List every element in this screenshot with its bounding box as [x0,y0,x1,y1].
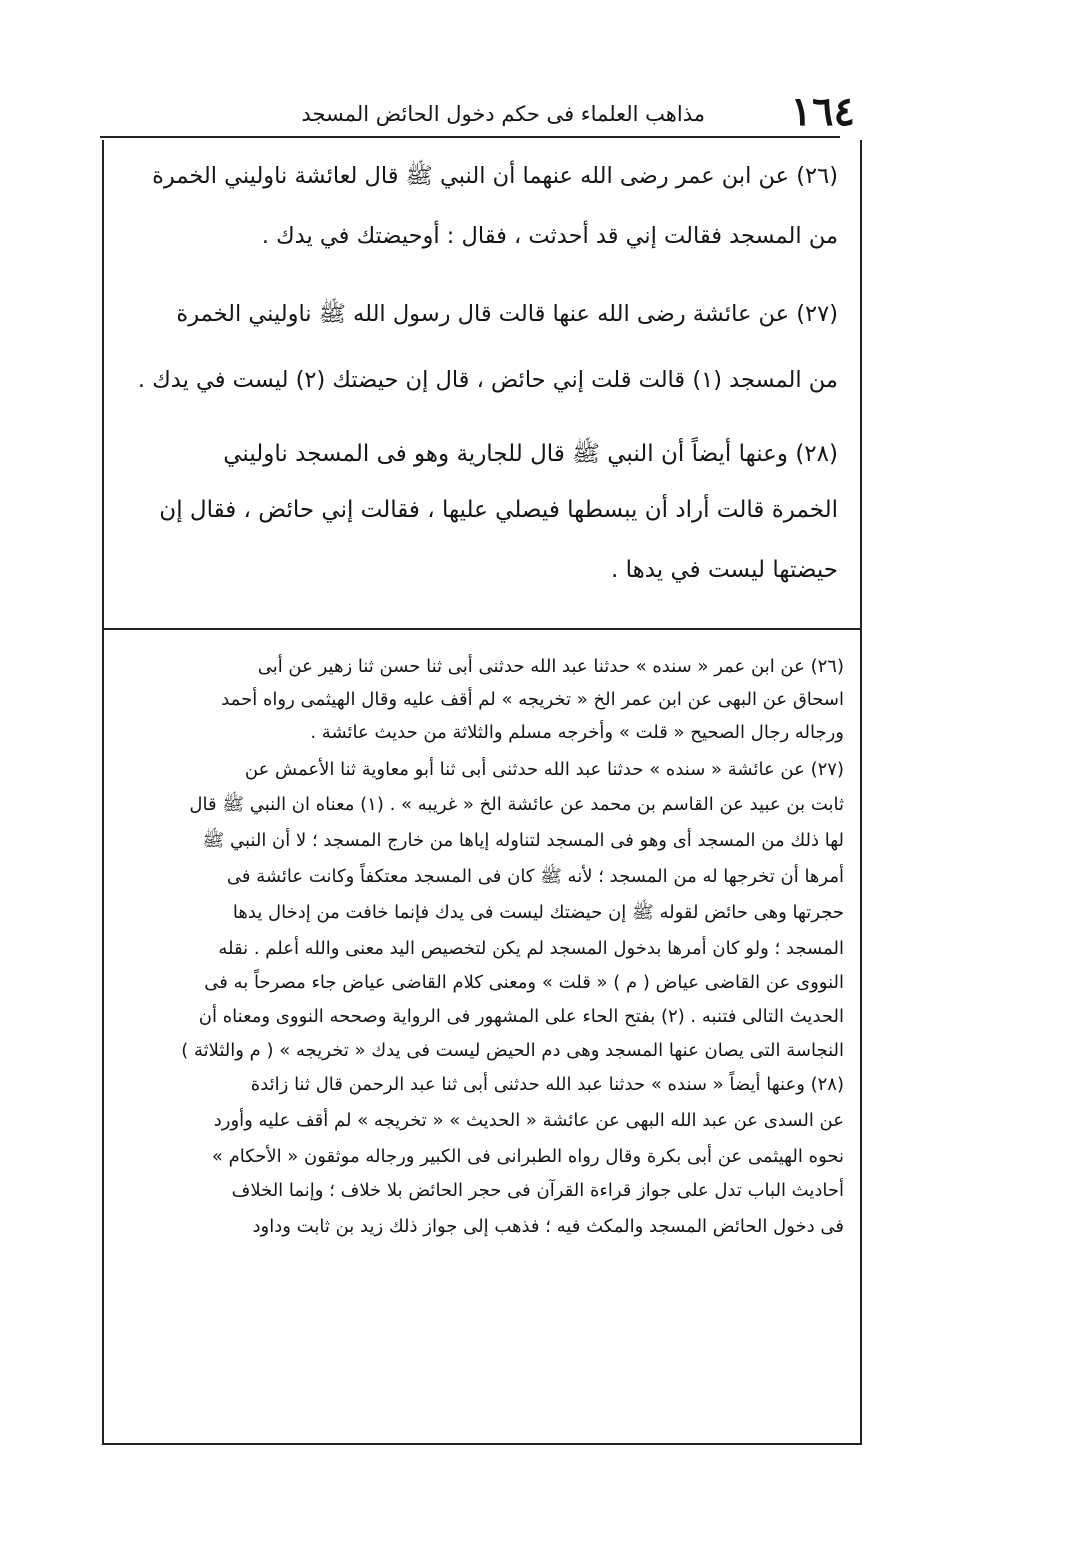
hadith-26-line-2: من المسجد فقالت إني قد أحدثت ، فقال : أوحيضتك في يدك . [261,223,838,249]
footnote-divider [104,628,860,630]
hadith-26-line-1: (٢٦) عن ابن عمر رضى الله عنهما أن النبي ﷺ قال لعائشة ناوليني الخمرة [152,163,838,189]
note-line: أحاديث الباب تدل على جواز قراءة القرآن فى حجر الحائض بلا خلاف ؛ وإنما الخلاف [231,1180,844,1201]
header-rule [100,136,840,138]
note-line: عن السدى عن عبد الله البهى عن عائشة « الحديث » « تخريجه » لم أقف عليه وأورد [213,1110,844,1131]
hadith-28-line-1: (٢٨) وعنها أيضاً أن النبي ﷺ قال للجارية وهو فى المسجد ناوليني [223,441,838,467]
note-line: (٢٨) وعنها أيضاً « سنده » حدثنا عبد الله حدثنى أبى ثنا عبد الرحمن قال ثنا زائدة [250,1074,844,1095]
note-line: فى دخول الحائض المسجد والمكث فيه ؛ فذهب إلى جواز ذلك زيد بن ثابت وداود [252,1216,844,1237]
note-line: النجاسة التى يصان عنها المسجد وهى دم الحيض ليست فى يدك « تخريجه » ( م والثلاثة ) [181,1040,844,1061]
hadith-28-line-3: حيضتها ليست في يدها . [610,557,838,583]
note-line: النووى عن القاضى عياض ( م ) « قلت » ومعنى كلام القاضى عياض جاء مصرحاً به فى [204,972,844,993]
page-header [255,88,855,135]
note-line: نحوه الهيثمى عن أبى بكرة وقال رواه الطبرانى فى الكبير ورجاله موثقون « الأحكام » [211,1146,844,1167]
hadith-27-line-1: (٢٧) عن عائشة رضى الله عنها قالت قال رسول الله ﷺ ناوليني الخمرة [176,301,838,327]
note-line: ثابت بن عبيد عن القاسم بن محمد عن عائشة الخ « غريبه » . (١) معناه ان النبي ﷺ قال [189,794,844,815]
note-line: (٢٦) عن ابن عمر « سنده » حدثنا عبد الله حدثنى أبى ثنا حسن ثنا زهير عن أبى [257,656,844,677]
hadith-27-line-2: من المسجد (١) قالت قلت إني حائض ، قال إن حيضتك (٢) ليست في يدك . [137,367,838,393]
note-line: اسحاق عن البهى عن ابن عمر الخ « تخريجه » لم أقف عليه وقال الهيثمى رواه أحمد [221,689,844,710]
note-line: لها ذلك من المسجد أى وهو فى المسجد لتناوله إياها من خارج المسجد ؛ لا أن النبي ﷺ [202,830,844,851]
running-title: مذاهب العلماء فى حكم دخول الحائض المسجد [301,102,705,126]
note-line: حجرتها وهى حائض لقوله ﷺ إن حيضتك ليست فى يدك فإنما خافت من إدخال يدها [232,902,844,923]
hadith-28-line-2: الخمرة قالت أراد أن يبسطها فيصلي عليها ، فقالت إني حائض ، فقال إن [159,497,838,523]
note-line: أمرها أن تخرجها له من المسجد ؛ لأنه ﷺ كان فى المسجد معتكفاً وكانت عائشة فى [226,866,844,887]
note-line: المسجد ؛ ولو كان أمرها بدخول المسجد لم يكن لتخصيص اليد معنى والله أعلم . نقله [218,938,844,959]
page-number: ١٦٤ [790,88,855,135]
note-line: ورجاله رجال الصحيح « قلت » وأخرجه مسلم والثلاثة من حديث عائشة . [310,722,844,743]
note-line: (٢٧) عن عائشة « سنده » حدثنا عبد الله حدثنى أبى ثنا أبو معاوية ثنا الأعمش عن [244,759,844,780]
note-line: الحديث التالى فتنبه . (٢) بفتح الحاء على المشهور فى الرواية وصححه النووى ومعناه أن [198,1006,844,1027]
